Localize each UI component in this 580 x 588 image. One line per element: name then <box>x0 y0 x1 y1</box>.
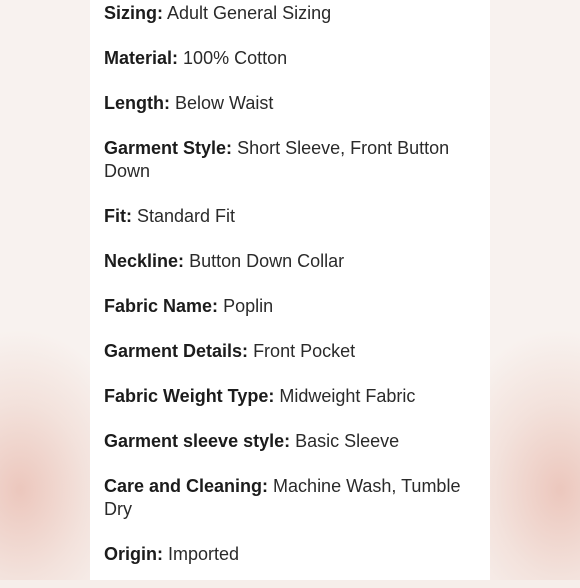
spec-value: Basic Sleeve <box>295 431 400 451</box>
spec-list <box>104 2 484 588</box>
spec-sizing <box>104 2 484 25</box>
product-details-panel <box>90 0 490 580</box>
spec-label: Length: <box>104 93 170 113</box>
spec-value: Below Waist <box>175 93 274 113</box>
spec-value: Front Pocket <box>253 341 356 361</box>
spec-label: Fabric Weight Type: <box>104 386 275 406</box>
spec-value: Machine Wash, Tumble Dry <box>104 476 461 519</box>
spec-value: Imported <box>168 544 240 564</box>
spec-value: 100% Cotton <box>183 48 288 68</box>
spec-fit <box>104 205 484 228</box>
spec-fabric-weight-type <box>104 385 484 408</box>
spec-label: Fit: <box>104 206 132 226</box>
spec-care-and-cleaning <box>104 475 484 521</box>
spec-label: Fabric Name: <box>104 296 219 316</box>
spec-garment-style <box>104 137 484 183</box>
background-right <box>490 0 580 580</box>
spec-label: Care and Cleaning: <box>104 476 269 496</box>
spec-value: Adult General Sizing <box>167 3 332 23</box>
spec-value: Midweight Fabric <box>279 386 416 406</box>
spec-value: Standard Fit <box>137 206 236 226</box>
spec-value: Button Down Collar <box>189 251 345 271</box>
spec-origin <box>104 543 484 566</box>
spec-label: Garment sleeve style: <box>104 431 291 451</box>
spec-label: Garment Details: <box>104 341 249 361</box>
spec-length <box>104 92 484 115</box>
spec-value: Short Sleeve, Front Button Down <box>104 138 450 181</box>
spec-material <box>104 47 484 70</box>
spec-label: Sizing: <box>104 3 163 23</box>
spec-fabric-name <box>104 295 484 318</box>
spec-label: Garment Style: <box>104 138 233 158</box>
spec-value: Poplin <box>223 296 274 316</box>
spec-neckline <box>104 250 484 273</box>
spec-label: Origin: <box>104 544 163 564</box>
spec-label: Neckline: <box>104 251 185 271</box>
spec-label: Material: <box>104 48 179 68</box>
spec-garment-sleeve-style <box>104 430 484 453</box>
spec-garment-details <box>104 340 484 363</box>
background-left <box>0 0 90 580</box>
